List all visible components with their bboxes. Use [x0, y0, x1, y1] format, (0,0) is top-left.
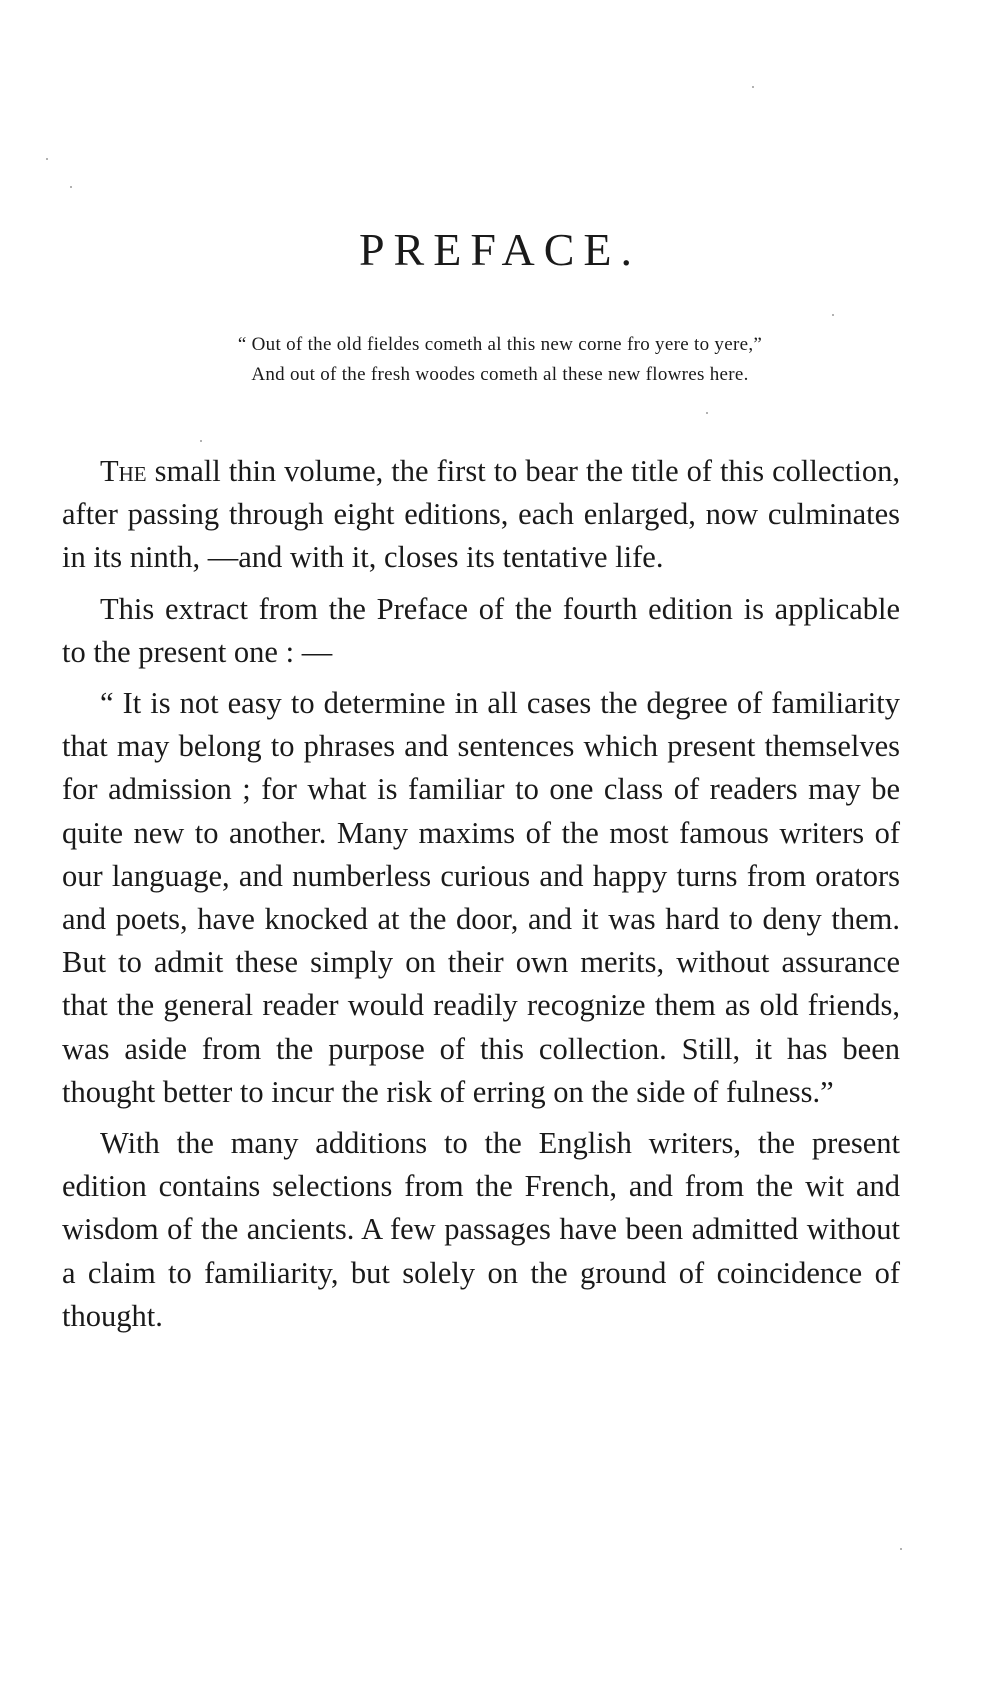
paragraph-text: “ It is not easy to determine in all cases the degree of familiarity that may belong to phrases and sentences which present themselves for admission ; for what is familiar to one class of readers may be quite new to another. Many maxims of the most famous writers of our language, and numberless curious and happy turns from orators and poets, have knocked at the door, and it was hard to deny them. But to admit these simply on their own merits, without assurance that the general reader would readily recognize them as old friends, was aside from the purpose of this collection. Still, it has been thought better to incur the risk of erring on the side of fulness.”	[62, 686, 900, 1109]
paper-speck	[752, 86, 754, 88]
page-title: PREFACE.	[358, 224, 642, 275]
paper-speck	[706, 412, 708, 414]
paragraph-text: small thin volume, the first to bear the title of this collection, after passing through eight editions, each enlarged, now culminates in its ninth, —and with it, closes its tentative life.	[62, 454, 900, 575]
preface-body	[62, 450, 900, 1346]
paragraph	[62, 450, 900, 580]
paragraph	[62, 1122, 900, 1338]
paragraph	[62, 588, 900, 674]
epigraph-line: And out of the fresh woodes cometh al these new flowres here.	[251, 364, 749, 385]
paragraph-text: With the many additions to the English writers, the present edition contains selections from the French, and from the wit and wisdom of the ancients. A few passages have been admitted without a claim to familiarity, but solely on the ground of coincidence of thought.	[62, 1126, 900, 1333]
epigraph	[60, 330, 940, 390]
paper-speck	[200, 440, 202, 442]
paper-speck	[70, 186, 72, 188]
paragraph-lead: The	[100, 454, 147, 488]
paragraph	[62, 682, 900, 1114]
paper-speck	[46, 158, 48, 160]
epigraph-line: “ Out of the old fieldes cometh al this new corne fro yere to yere,”	[237, 334, 763, 355]
paper-speck	[900, 1548, 902, 1550]
paper-speck	[832, 314, 834, 316]
paragraph-text: This extract from the Preface of the fourth edition is applicable to the present one : —	[62, 591, 900, 669]
